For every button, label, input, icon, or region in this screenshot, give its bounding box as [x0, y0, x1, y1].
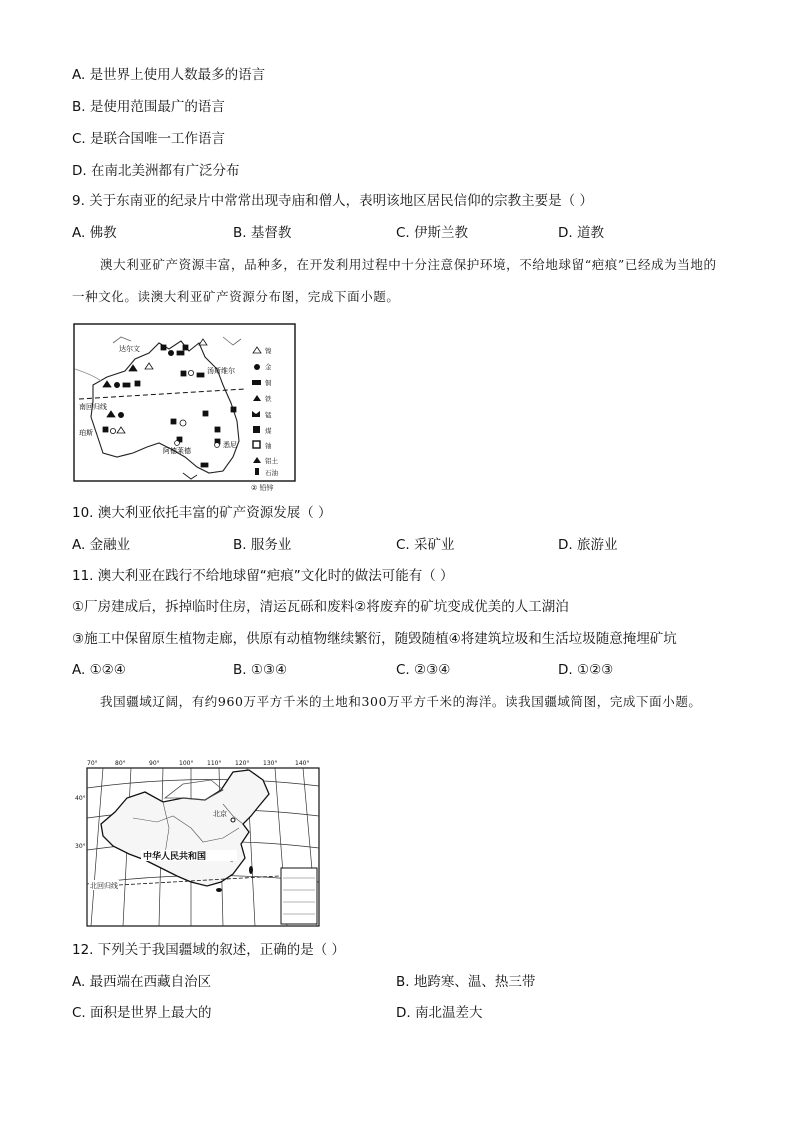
australia-mineral-map [73, 323, 296, 482]
map-label-perth: 珀斯 [79, 429, 93, 437]
q12-option-a: A. 最西端在西藏自治区 [72, 974, 212, 990]
legend-lead-zinc-label: 铅锌 [259, 484, 274, 492]
lon-label-90: 90° [149, 760, 160, 767]
q10-option-b: B. 服务业 [233, 537, 292, 553]
legend-uranium: 铀 [265, 442, 272, 450]
lead-zinc-icon: ② [251, 484, 258, 492]
map-label-adelaide: 阿德莱德 [163, 447, 191, 455]
legend-manganese: 锰 [265, 411, 272, 419]
q8-option-c: C. 是联合国唯一工作语言 [72, 131, 226, 147]
q11-option-b: B. ①③④ [233, 662, 288, 678]
legend-copper: 铜 [265, 379, 272, 387]
q9-option-a: A. 佛教 [72, 225, 117, 241]
map-label-beijing: 北京 [213, 810, 227, 818]
q8-option-b: B. 是使用范围最广的语言 [72, 99, 225, 115]
q9-option-b: B. 基督教 [233, 225, 292, 241]
map-label-sydney: 悉尼 [223, 441, 237, 449]
australia-intro: 澳大利亚矿产资源丰富，品种多，在开发利用过程中十分注意保护环境，不给地球留“疤痕”已经成为当地的一种文化。读澳大利亚矿产资源分布图，完成下面小题。 [72, 257, 717, 304]
q9-option-c: C. 伊斯兰教 [396, 225, 469, 241]
map-label-country: 中华人民共和国 [143, 852, 207, 862]
q12-option-c: C. 面积是世界上最大的 [72, 1005, 212, 1021]
q10-option-d: D. 旅游业 [558, 537, 618, 553]
lat-label-30: 30° [75, 843, 86, 850]
china-territory-map [73, 758, 321, 928]
map-label-tropic-of-cancer: 北回归线 [90, 882, 118, 890]
map-label-darwin: 达尔文 [119, 345, 140, 353]
lon-label-140: 140° [295, 760, 310, 767]
q9-stem: 9. 关于东南亚的纪录片中常常出现寺庙和僧人，表明该地区居民信仰的宗教主要是（ ） [72, 193, 593, 209]
lon-label-120: 120° [235, 760, 250, 767]
q12-stem: 12. 下列关于我国疆域的叙述，正确的是（ ） [72, 942, 346, 958]
legend-gold: 金 [265, 363, 272, 371]
map-label-tropic: 南回归线 [79, 403, 107, 411]
q10-option-a: A. 金融业 [72, 537, 131, 553]
q10-stem: 10. 澳大利亚依托丰富的矿产资源发展（ ） [72, 505, 332, 521]
legend-nickel: 镍 [265, 347, 272, 355]
legend-bauxite: 铝土 [265, 457, 278, 465]
q11-option-d: D. ①②③ [558, 662, 614, 678]
q11-option-c: C. ②③④ [396, 662, 451, 678]
q11-option-a: A. ①②④ [72, 662, 126, 678]
q12-option-b: B. 地跨寒、温、热三带 [396, 974, 536, 990]
map-label-townsville: 汤斯维尔 [207, 367, 235, 375]
q12-option-d: D. 南北温差大 [396, 1005, 483, 1021]
q9-option-d: D. 道教 [558, 225, 604, 241]
lat-label-40: 40° [75, 795, 86, 802]
lon-label-80: 80° [115, 760, 126, 767]
lon-label-70: 70° [87, 760, 98, 767]
legend-lead-zinc [251, 484, 274, 493]
lon-label-110: 110° [207, 760, 222, 767]
q8-option-a: A. 是世界上使用人数最多的语言 [72, 67, 266, 83]
china-intro: 我国疆域辽阔，有约960万平方千米的土地和300万平方千米的海洋。读我国疆域简图，完成下面小题。 [100, 694, 702, 709]
lon-label-100: 100° [179, 760, 194, 767]
q8-option-d: D. 在南北美洲都有广泛分布 [72, 163, 240, 179]
legend-iron: 铁 [265, 395, 272, 403]
q11-statement-line-2: ③施工中保留原生植物走廊，供原有动植物继续繁衍，随毁随植④将建筑垃圾和生活垃圾随意掩埋矿坑 [72, 631, 677, 647]
q11-statement-line-1: ①厂房建成后，拆掉临时住房，清运瓦砾和废料②将废弃的矿坑变成优美的人工湖泊 [72, 599, 569, 615]
legend-coal: 煤 [265, 427, 272, 435]
q10-option-c: C. 采矿业 [396, 537, 455, 553]
q11-stem: 11. 澳大利亚在践行不给地球留“疤痕”文化时的做法可能有（ ） [72, 568, 454, 584]
legend-oil: 石油 [265, 469, 278, 477]
lon-label-130: 130° [263, 760, 278, 767]
